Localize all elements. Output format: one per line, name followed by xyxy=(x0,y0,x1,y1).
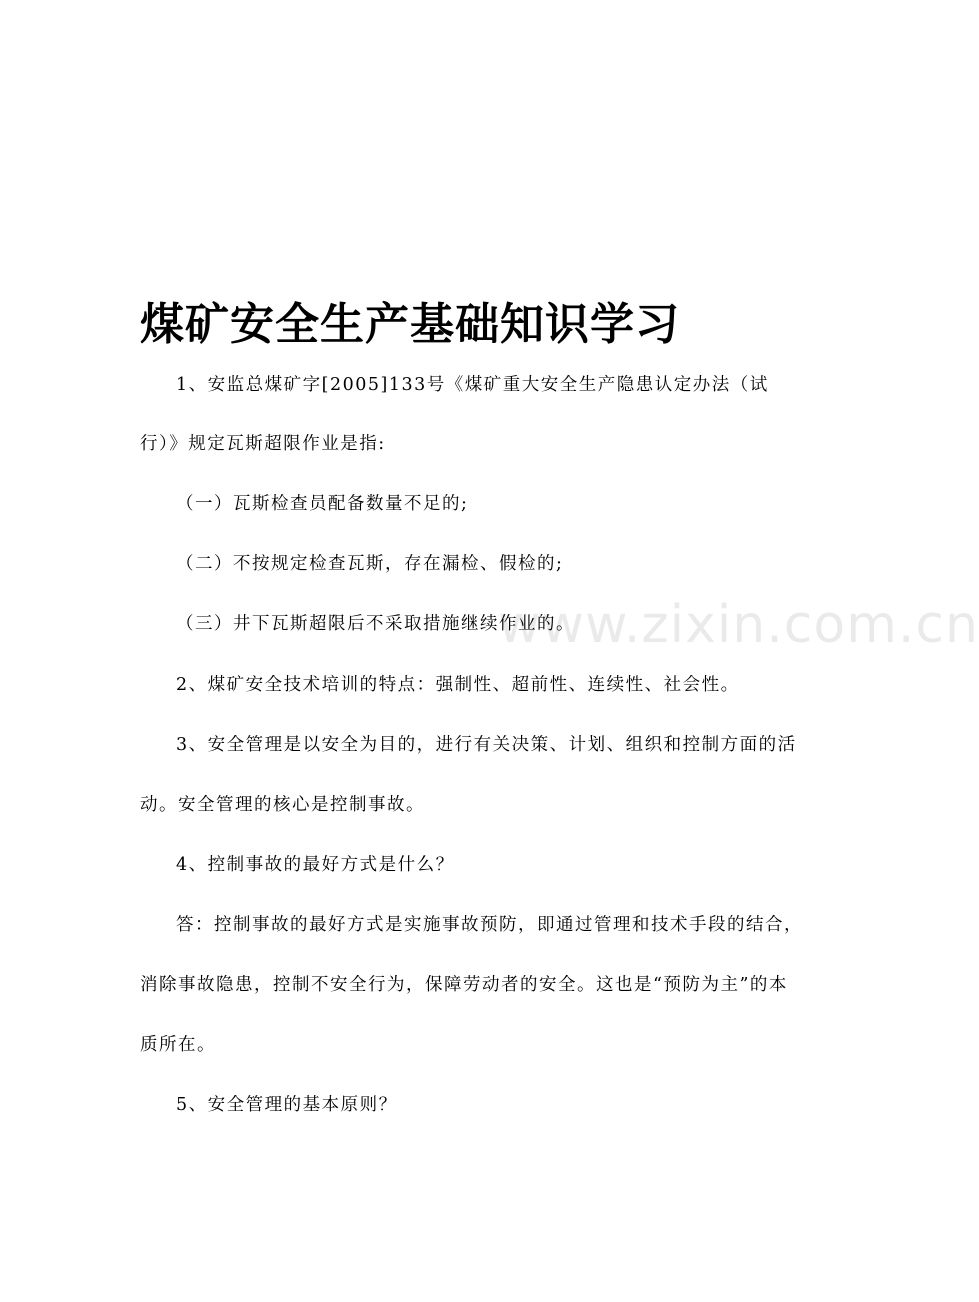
paragraph-line-8: 动。安全管理的核心是控制事故。 xyxy=(140,795,425,815)
paragraph-line-5: （三）井下瓦斯超限后不采取措施继续作业的。 xyxy=(176,614,575,634)
watermark: www.zixin.com.cn xyxy=(498,595,979,655)
paragraph-line-6: 2、煤矿安全技术培训的特点：强制性、超前性、连续性、社会性。 xyxy=(176,675,740,695)
paragraph-line-7: 3、安全管理是以安全为目的，进行有关决策、计划、组织和控制方面的活 xyxy=(176,735,797,755)
paragraph-line-1: 1、安监总煤矿字[2005]133号《煤矿重大安全生产隐患认定办法（试 xyxy=(176,375,769,395)
paragraph-line-3: （一）瓦斯检查员配备数量不足的; xyxy=(176,494,469,514)
paragraph-line-10: 答：控制事故的最好方式是实施事故预防，即通过管理和技术手段的结合， xyxy=(176,915,803,935)
paragraph-line-13: 5、安全管理的基本原则？ xyxy=(176,1095,398,1115)
paragraph-line-2: 行）》规定瓦斯超限作业是指: xyxy=(140,434,386,454)
paragraph-line-4: （二）不按规定检查瓦斯，存在漏检、假检的; xyxy=(176,554,564,574)
paragraph-line-11: 消除事故隐患，控制不安全行为，保障劳动者的安全。这也是“预防为主”的本 xyxy=(140,975,788,995)
paragraph-line-12: 质所在。 xyxy=(140,1035,216,1055)
document-title: 煤矿安全生产基础知识学习 xyxy=(140,299,680,350)
paragraph-line-9: 4、控制事故的最好方式是什么？ xyxy=(176,855,455,875)
